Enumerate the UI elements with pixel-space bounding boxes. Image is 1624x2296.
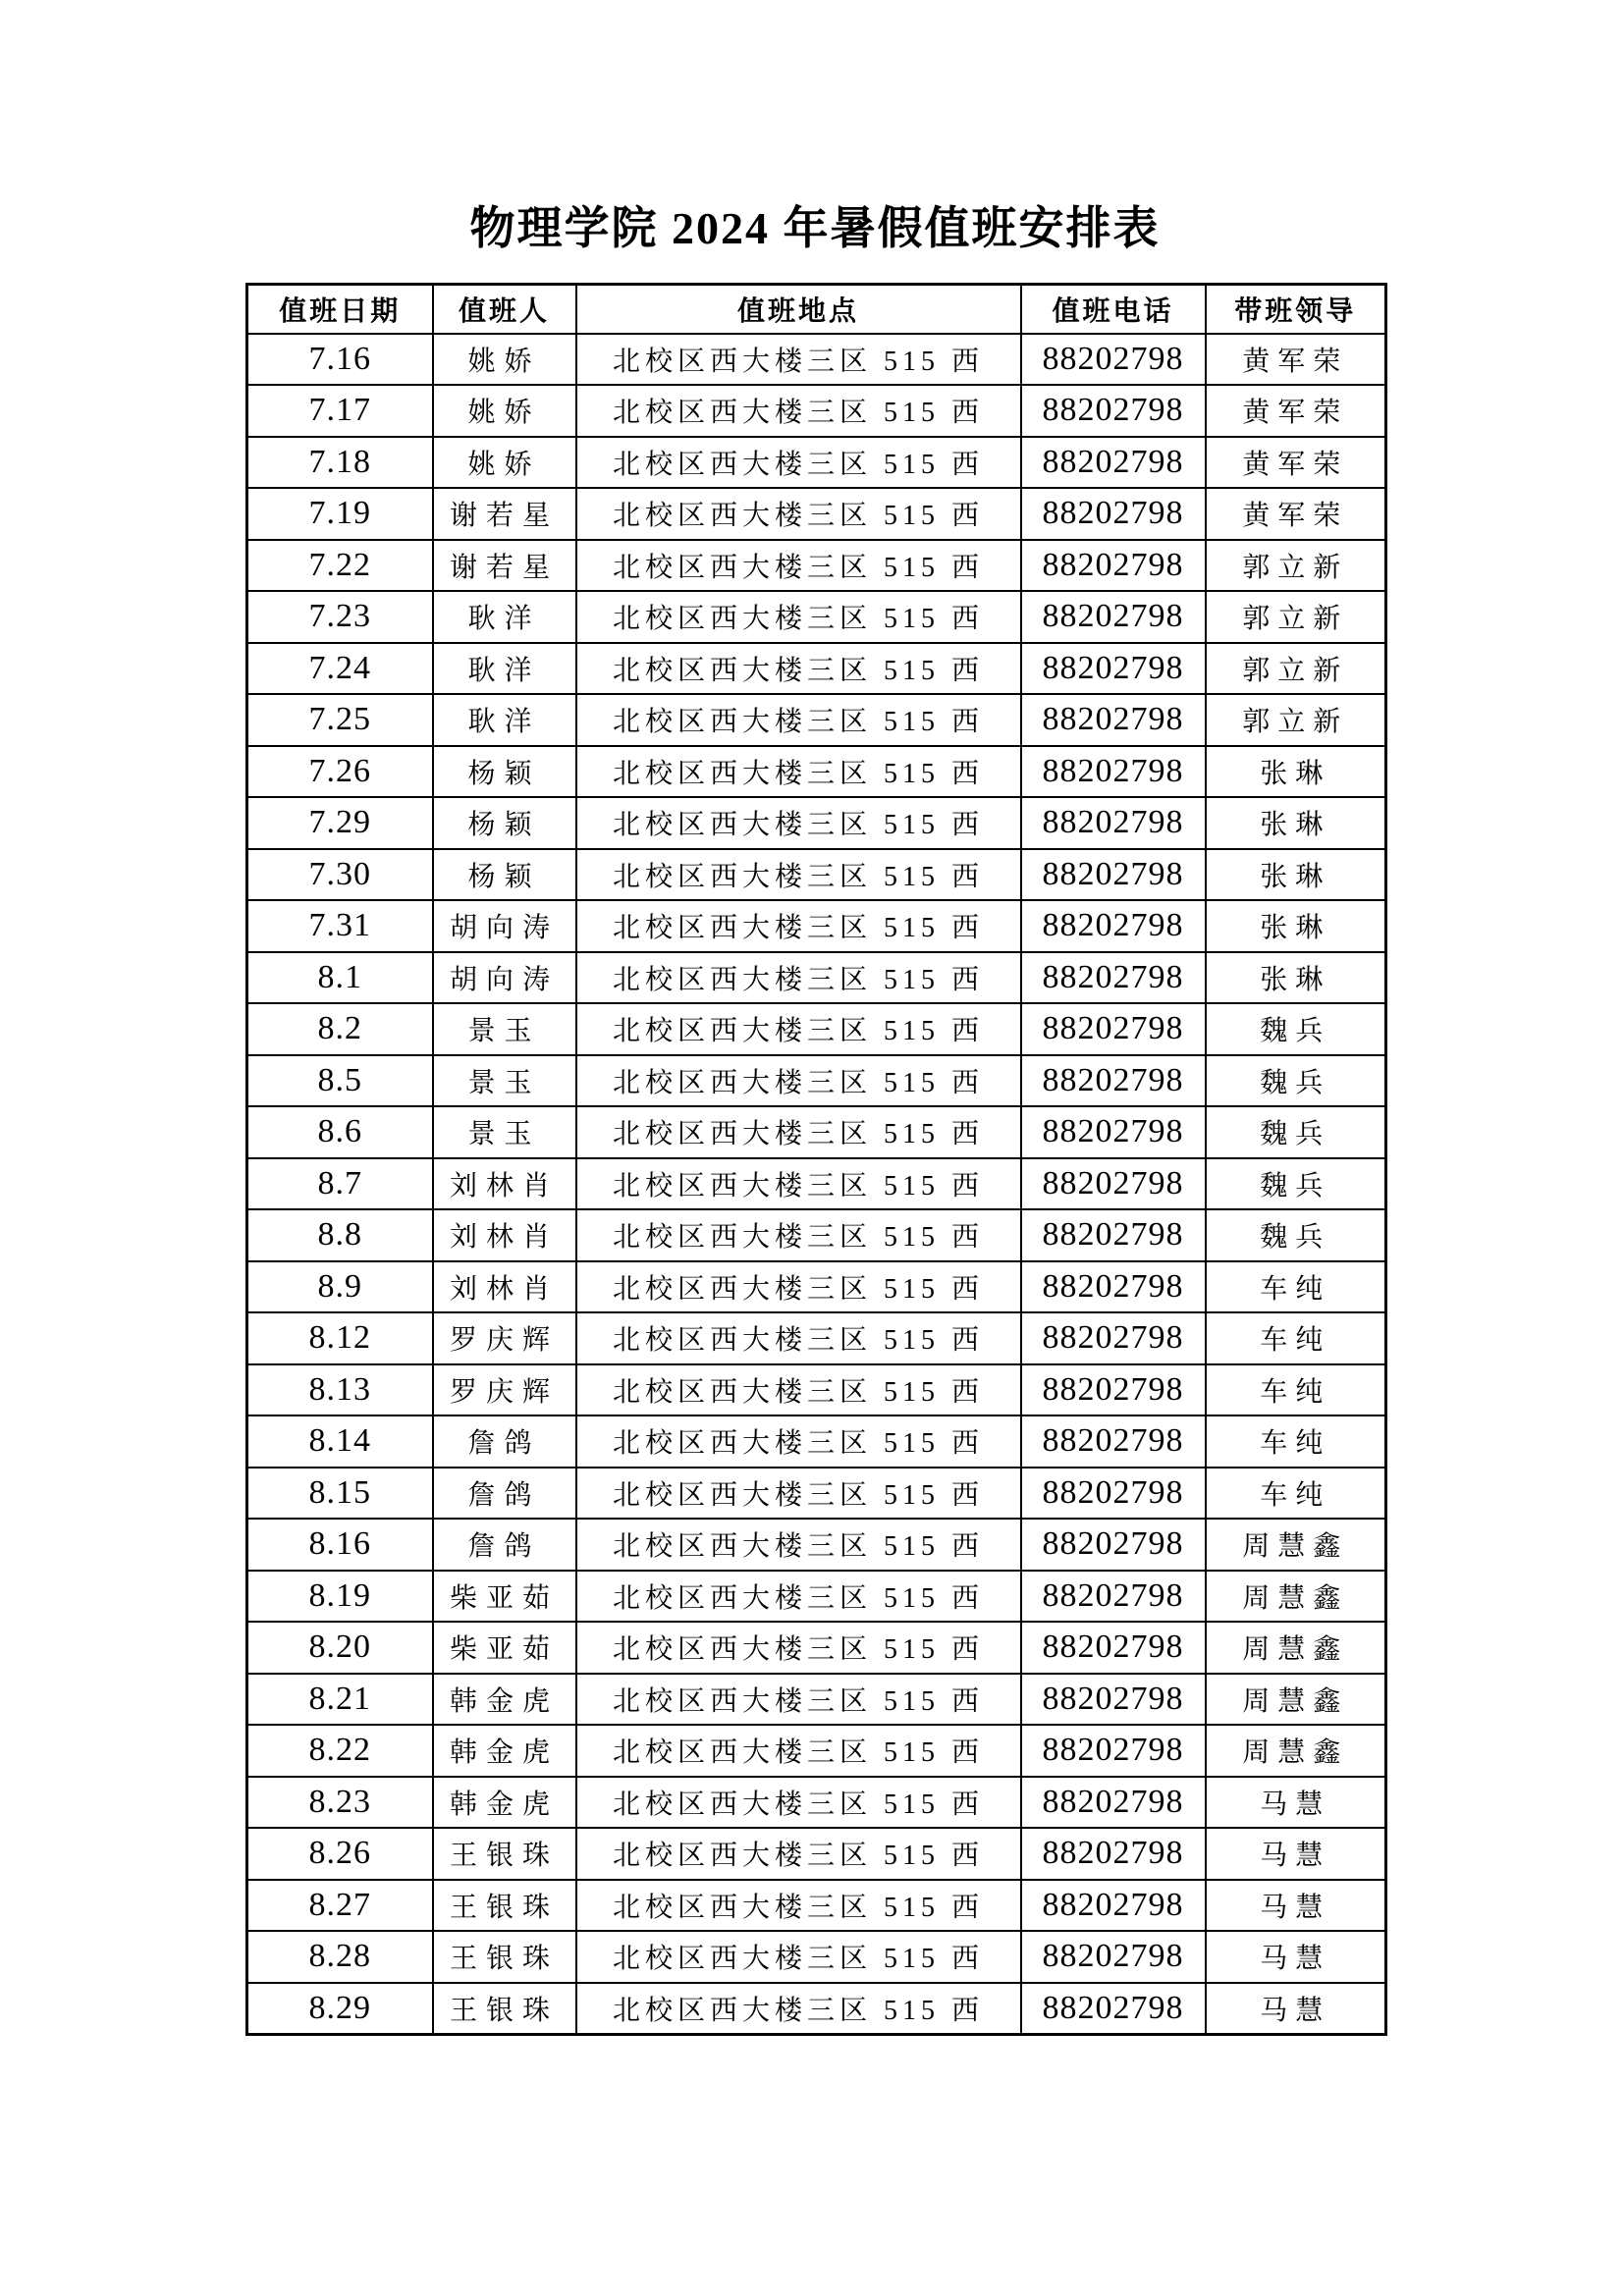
cell-location: 北校区西大楼三区 515 西 [576,1777,1021,1829]
cell-date: 8.28 [247,1931,433,1983]
cell-person: 詹鸽 [433,1415,576,1468]
cell-person: 罗庆辉 [433,1364,576,1416]
cell-location: 北校区西大楼三区 515 西 [576,437,1021,489]
cell-phone: 88202798 [1021,1158,1206,1210]
cell-phone: 88202798 [1021,540,1206,592]
table-row [247,1983,1386,2035]
table-row [247,1880,1386,1932]
cell-phone: 88202798 [1021,746,1206,798]
cell-phone: 88202798 [1021,1725,1206,1777]
cell-date: 7.29 [247,797,433,849]
cell-leader: 车纯 [1206,1364,1386,1416]
cell-location: 北校区西大楼三区 515 西 [576,1571,1021,1623]
cell-date: 7.23 [247,591,433,643]
cell-leader: 魏兵 [1206,1055,1386,1107]
cell-phone: 88202798 [1021,849,1206,901]
cell-leader: 黄军荣 [1206,334,1386,386]
cell-phone: 88202798 [1021,900,1206,952]
table-row [247,1622,1386,1674]
table-row [247,488,1386,540]
cell-location: 北校区西大楼三区 515 西 [576,385,1021,437]
cell-leader: 黄军荣 [1206,488,1386,540]
cell-person: 谢若星 [433,540,576,592]
cell-phone: 88202798 [1021,643,1206,695]
cell-leader: 魏兵 [1206,1209,1386,1261]
cell-location: 北校区西大楼三区 515 西 [576,643,1021,695]
cell-phone: 88202798 [1021,1364,1206,1416]
cell-date: 8.26 [247,1828,433,1880]
cell-location: 北校区西大楼三区 515 西 [576,1106,1021,1158]
cell-leader: 车纯 [1206,1261,1386,1313]
cell-person: 柴亚茹 [433,1571,576,1623]
cell-person: 詹鸽 [433,1519,576,1571]
table-row [247,540,1386,592]
cell-phone: 88202798 [1021,437,1206,489]
table-row [247,1055,1386,1107]
cell-person: 姚娇 [433,385,576,437]
cell-date: 8.12 [247,1312,433,1364]
header-row [247,285,1386,334]
cell-person: 刘林肖 [433,1261,576,1313]
cell-leader: 周慧鑫 [1206,1622,1386,1674]
cell-leader: 张琳 [1206,746,1386,798]
cell-leader: 张琳 [1206,952,1386,1004]
cell-date: 8.27 [247,1880,433,1932]
cell-location: 北校区西大楼三区 515 西 [576,1209,1021,1261]
cell-date: 8.1 [247,952,433,1004]
table-row [247,1312,1386,1364]
cell-location: 北校区西大楼三区 515 西 [576,900,1021,952]
cell-leader: 郭立新 [1206,591,1386,643]
header-cell-person: 值班人 [433,285,576,334]
cell-person: 王银珠 [433,1880,576,1932]
cell-leader: 周慧鑫 [1206,1519,1386,1571]
cell-phone: 88202798 [1021,488,1206,540]
cell-date: 8.16 [247,1519,433,1571]
cell-location: 北校区西大楼三区 515 西 [576,746,1021,798]
cell-location: 北校区西大楼三区 515 西 [576,694,1021,746]
cell-location: 北校区西大楼三区 515 西 [576,334,1021,386]
table-row [247,1674,1386,1726]
cell-leader: 郭立新 [1206,643,1386,695]
cell-phone: 88202798 [1021,1931,1206,1983]
cell-leader: 马慧 [1206,1828,1386,1880]
table-row [247,1209,1386,1261]
cell-date: 7.24 [247,643,433,695]
cell-date: 8.5 [247,1055,433,1107]
header-cell-location: 值班地点 [576,285,1021,334]
table-row [247,1003,1386,1055]
header-cell-date: 值班日期 [247,285,433,334]
cell-location: 北校区西大楼三区 515 西 [576,1261,1021,1313]
table-row [247,1106,1386,1158]
cell-date: 8.22 [247,1725,433,1777]
cell-leader: 魏兵 [1206,1158,1386,1210]
cell-leader: 郭立新 [1206,540,1386,592]
table-row [247,1261,1386,1313]
cell-date: 8.15 [247,1468,433,1520]
cell-location: 北校区西大楼三区 515 西 [576,1468,1021,1520]
cell-location: 北校区西大楼三区 515 西 [576,849,1021,901]
cell-phone: 88202798 [1021,694,1206,746]
cell-person: 杨颖 [433,849,576,901]
cell-phone: 88202798 [1021,1312,1206,1364]
cell-date: 8.6 [247,1106,433,1158]
table-row [247,1158,1386,1210]
cell-location: 北校区西大楼三区 515 西 [576,1725,1021,1777]
cell-phone: 88202798 [1021,1261,1206,1313]
cell-location: 北校区西大楼三区 515 西 [576,1364,1021,1416]
cell-person: 王银珠 [433,1931,576,1983]
cell-person: 詹鸽 [433,1468,576,1520]
cell-person: 韩金虎 [433,1777,576,1829]
cell-date: 7.26 [247,746,433,798]
cell-person: 姚娇 [433,334,576,386]
cell-date: 7.16 [247,334,433,386]
cell-location: 北校区西大楼三区 515 西 [576,1622,1021,1674]
cell-leader: 车纯 [1206,1468,1386,1520]
table-row [247,643,1386,695]
cell-person: 王银珠 [433,1828,576,1880]
cell-leader: 马慧 [1206,1983,1386,2035]
cell-location: 北校区西大楼三区 515 西 [576,952,1021,1004]
cell-date: 8.14 [247,1415,433,1468]
cell-phone: 88202798 [1021,952,1206,1004]
table-row [247,1519,1386,1571]
cell-location: 北校区西大楼三区 515 西 [576,1415,1021,1468]
cell-phone: 88202798 [1021,1777,1206,1829]
table-row [247,1364,1386,1416]
cell-date: 8.13 [247,1364,433,1416]
cell-leader: 魏兵 [1206,1003,1386,1055]
cell-person: 韩金虎 [433,1674,576,1726]
cell-person: 柴亚茹 [433,1622,576,1674]
cell-location: 北校区西大楼三区 515 西 [576,1003,1021,1055]
table-row [247,797,1386,849]
cell-phone: 88202798 [1021,1055,1206,1107]
cell-date: 8.19 [247,1571,433,1623]
cell-leader: 黄军荣 [1206,385,1386,437]
cell-date: 7.30 [247,849,433,901]
table-row [247,1468,1386,1520]
cell-phone: 88202798 [1021,1674,1206,1726]
cell-leader: 黄军荣 [1206,437,1386,489]
cell-phone: 88202798 [1021,1106,1206,1158]
cell-phone: 88202798 [1021,591,1206,643]
cell-leader: 周慧鑫 [1206,1674,1386,1726]
cell-phone: 88202798 [1021,1519,1206,1571]
cell-leader: 张琳 [1206,797,1386,849]
cell-leader: 周慧鑫 [1206,1725,1386,1777]
table-row [247,1828,1386,1880]
cell-phone: 88202798 [1021,1415,1206,1468]
cell-date: 8.21 [247,1674,433,1726]
cell-phone: 88202798 [1021,1880,1206,1932]
table-row [247,1725,1386,1777]
table-row [247,591,1386,643]
cell-location: 北校区西大楼三区 515 西 [576,1519,1021,1571]
cell-leader: 车纯 [1206,1415,1386,1468]
cell-phone: 88202798 [1021,1983,1206,2035]
table-row [247,694,1386,746]
cell-phone: 88202798 [1021,1003,1206,1055]
cell-leader: 马慧 [1206,1931,1386,1983]
cell-location: 北校区西大楼三区 515 西 [576,1983,1021,2035]
cell-person: 耿洋 [433,591,576,643]
cell-leader: 张琳 [1206,849,1386,901]
table-row [247,437,1386,489]
cell-leader: 车纯 [1206,1312,1386,1364]
cell-person: 景玉 [433,1106,576,1158]
cell-person: 谢若星 [433,488,576,540]
cell-location: 北校区西大楼三区 515 西 [576,1055,1021,1107]
cell-person: 胡向涛 [433,900,576,952]
cell-person: 姚娇 [433,437,576,489]
table-row [247,385,1386,437]
page-title: 物理学院 2024 年暑假值班安排表 [469,203,1161,253]
cell-person: 刘林肖 [433,1209,576,1261]
cell-location: 北校区西大楼三区 515 西 [576,1880,1021,1932]
cell-phone: 88202798 [1021,1468,1206,1520]
cell-phone: 88202798 [1021,385,1206,437]
table-row [247,849,1386,901]
table-row [247,746,1386,798]
cell-date: 8.9 [247,1261,433,1313]
cell-person: 景玉 [433,1003,576,1055]
cell-leader: 魏兵 [1206,1106,1386,1158]
cell-leader: 郭立新 [1206,694,1386,746]
cell-leader: 张琳 [1206,900,1386,952]
cell-person: 耿洋 [433,643,576,695]
cell-person: 胡向涛 [433,952,576,1004]
cell-date: 7.18 [247,437,433,489]
table-row [247,1415,1386,1468]
cell-person: 耿洋 [433,694,576,746]
cell-person: 杨颖 [433,746,576,798]
cell-date: 7.31 [247,900,433,952]
cell-person: 杨颖 [433,797,576,849]
cell-location: 北校区西大楼三区 515 西 [576,1828,1021,1880]
cell-location: 北校区西大楼三区 515 西 [576,1312,1021,1364]
cell-date: 7.19 [247,488,433,540]
cell-phone: 88202798 [1021,1622,1206,1674]
cell-person: 景玉 [433,1055,576,1107]
table-row [247,952,1386,1004]
cell-person: 罗庆辉 [433,1312,576,1364]
cell-date: 7.25 [247,694,433,746]
cell-person: 王银珠 [433,1983,576,2035]
cell-location: 北校区西大楼三区 515 西 [576,488,1021,540]
cell-phone: 88202798 [1021,1571,1206,1623]
cell-date: 8.23 [247,1777,433,1829]
cell-date: 7.22 [247,540,433,592]
table-row [247,334,1386,386]
header-cell-leader: 带班领导 [1206,285,1386,334]
cell-date: 7.17 [247,385,433,437]
cell-phone: 88202798 [1021,1209,1206,1261]
cell-phone: 88202798 [1021,797,1206,849]
cell-phone: 88202798 [1021,1828,1206,1880]
table-row [247,1571,1386,1623]
cell-date: 8.20 [247,1622,433,1674]
table-body [247,334,1386,2035]
cell-phone: 88202798 [1021,334,1206,386]
duty-schedule-table [245,283,1387,2036]
cell-location: 北校区西大楼三区 515 西 [576,540,1021,592]
table-row [247,1777,1386,1829]
cell-person: 刘林肖 [433,1158,576,1210]
cell-location: 北校区西大楼三区 515 西 [576,1674,1021,1726]
cell-location: 北校区西大楼三区 515 西 [576,1931,1021,1983]
cell-leader: 周慧鑫 [1206,1571,1386,1623]
cell-date: 8.8 [247,1209,433,1261]
table-row [247,1931,1386,1983]
cell-date: 8.29 [247,1983,433,2035]
cell-leader: 马慧 [1206,1777,1386,1829]
cell-person: 韩金虎 [433,1725,576,1777]
table-row [247,900,1386,952]
cell-leader: 马慧 [1206,1880,1386,1932]
cell-location: 北校区西大楼三区 515 西 [576,797,1021,849]
cell-date: 8.7 [247,1158,433,1210]
cell-location: 北校区西大楼三区 515 西 [576,1158,1021,1210]
header-cell-phone: 值班电话 [1021,285,1206,334]
cell-location: 北校区西大楼三区 515 西 [576,591,1021,643]
cell-date: 8.2 [247,1003,433,1055]
